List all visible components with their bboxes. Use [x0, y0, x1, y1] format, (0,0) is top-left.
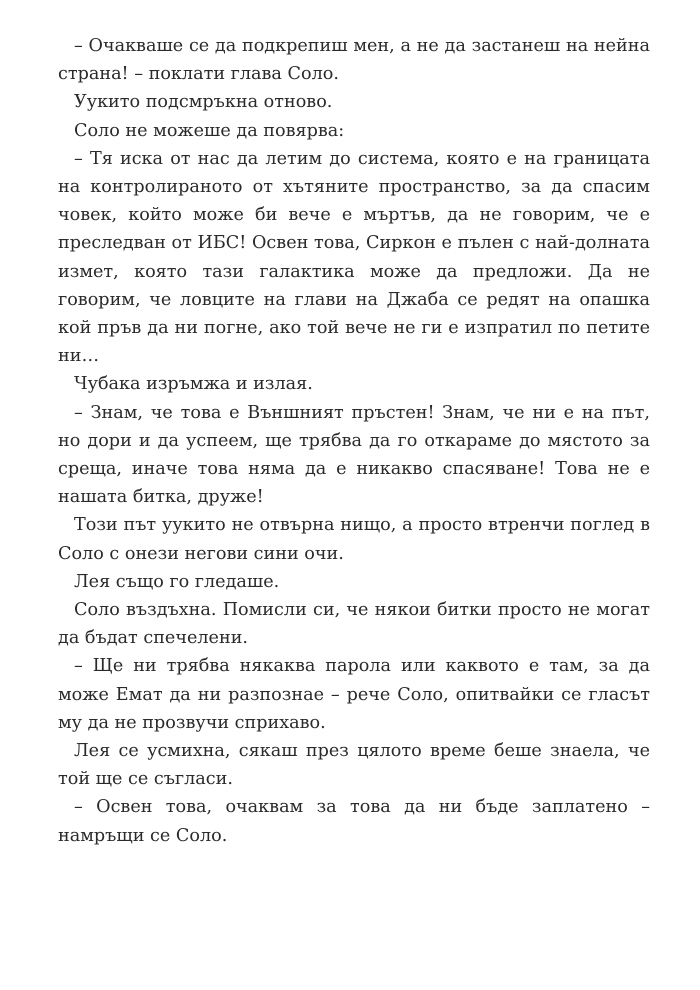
paragraph-12: – Освен това, очаквам за това да ни бъде заплатено – намръщи се Соло. [58, 797, 650, 846]
paragraph-4: – Тя иска от нас да летим до система, която е на границата на контролираното от хътяните пространство, за да спасим човек, който може би вече е мъртъв, да не говорим, че е преследван от ИБС! Освен това, Сиркон е пълен с най-долната измет, която тази галактика може да предложи. Да не говорим, че ловците на глави на Джаба се редят на опашка кой пръв да ни погне, ако той вече не ги е изпратил по петите ни… [58, 148, 650, 367]
paragraph-10: – Ще ни трябва някаква парола или каквото е там, за да може Емат да ни разпознае – рече Соло, опитвайки се гласът му да не прозвучи сприхаво. [58, 656, 650, 733]
paragraph-3: Соло не можеше да повярва: [74, 120, 345, 141]
paragraph-7: Този път уукито не отвърна нищо, а просто втренчи поглед в Соло с онези негови сини очи. [58, 515, 650, 564]
paragraph-11: Лея се усмихна, сякаш през цялото време беше знаела, че той ще се съгласи. [58, 741, 650, 790]
paragraph-9: Соло въздъхна. Помисли си, че някои битки просто не могат да бъдат спечелени. [58, 600, 650, 649]
paragraph-8: Лея също го гледаше. [74, 571, 280, 592]
paragraph-5: Чубака изръмжа и излая. [74, 374, 313, 395]
paragraph-1: – Очакваше се да подкрепиш мен, а не да застанеш на нейна страна! – поклати глава Соло. [58, 36, 650, 85]
paragraph-6: – Знам, че това е Външният пръстен! Знам, че ни е на път, но дори и да успеем, ще трябва да го откараме до мястото за среща, иначе това няма да е никакво спасяване! Това не е нашата битка, друже! [58, 402, 650, 508]
paragraph-2: Уукито подсмръкна отново. [74, 92, 333, 113]
